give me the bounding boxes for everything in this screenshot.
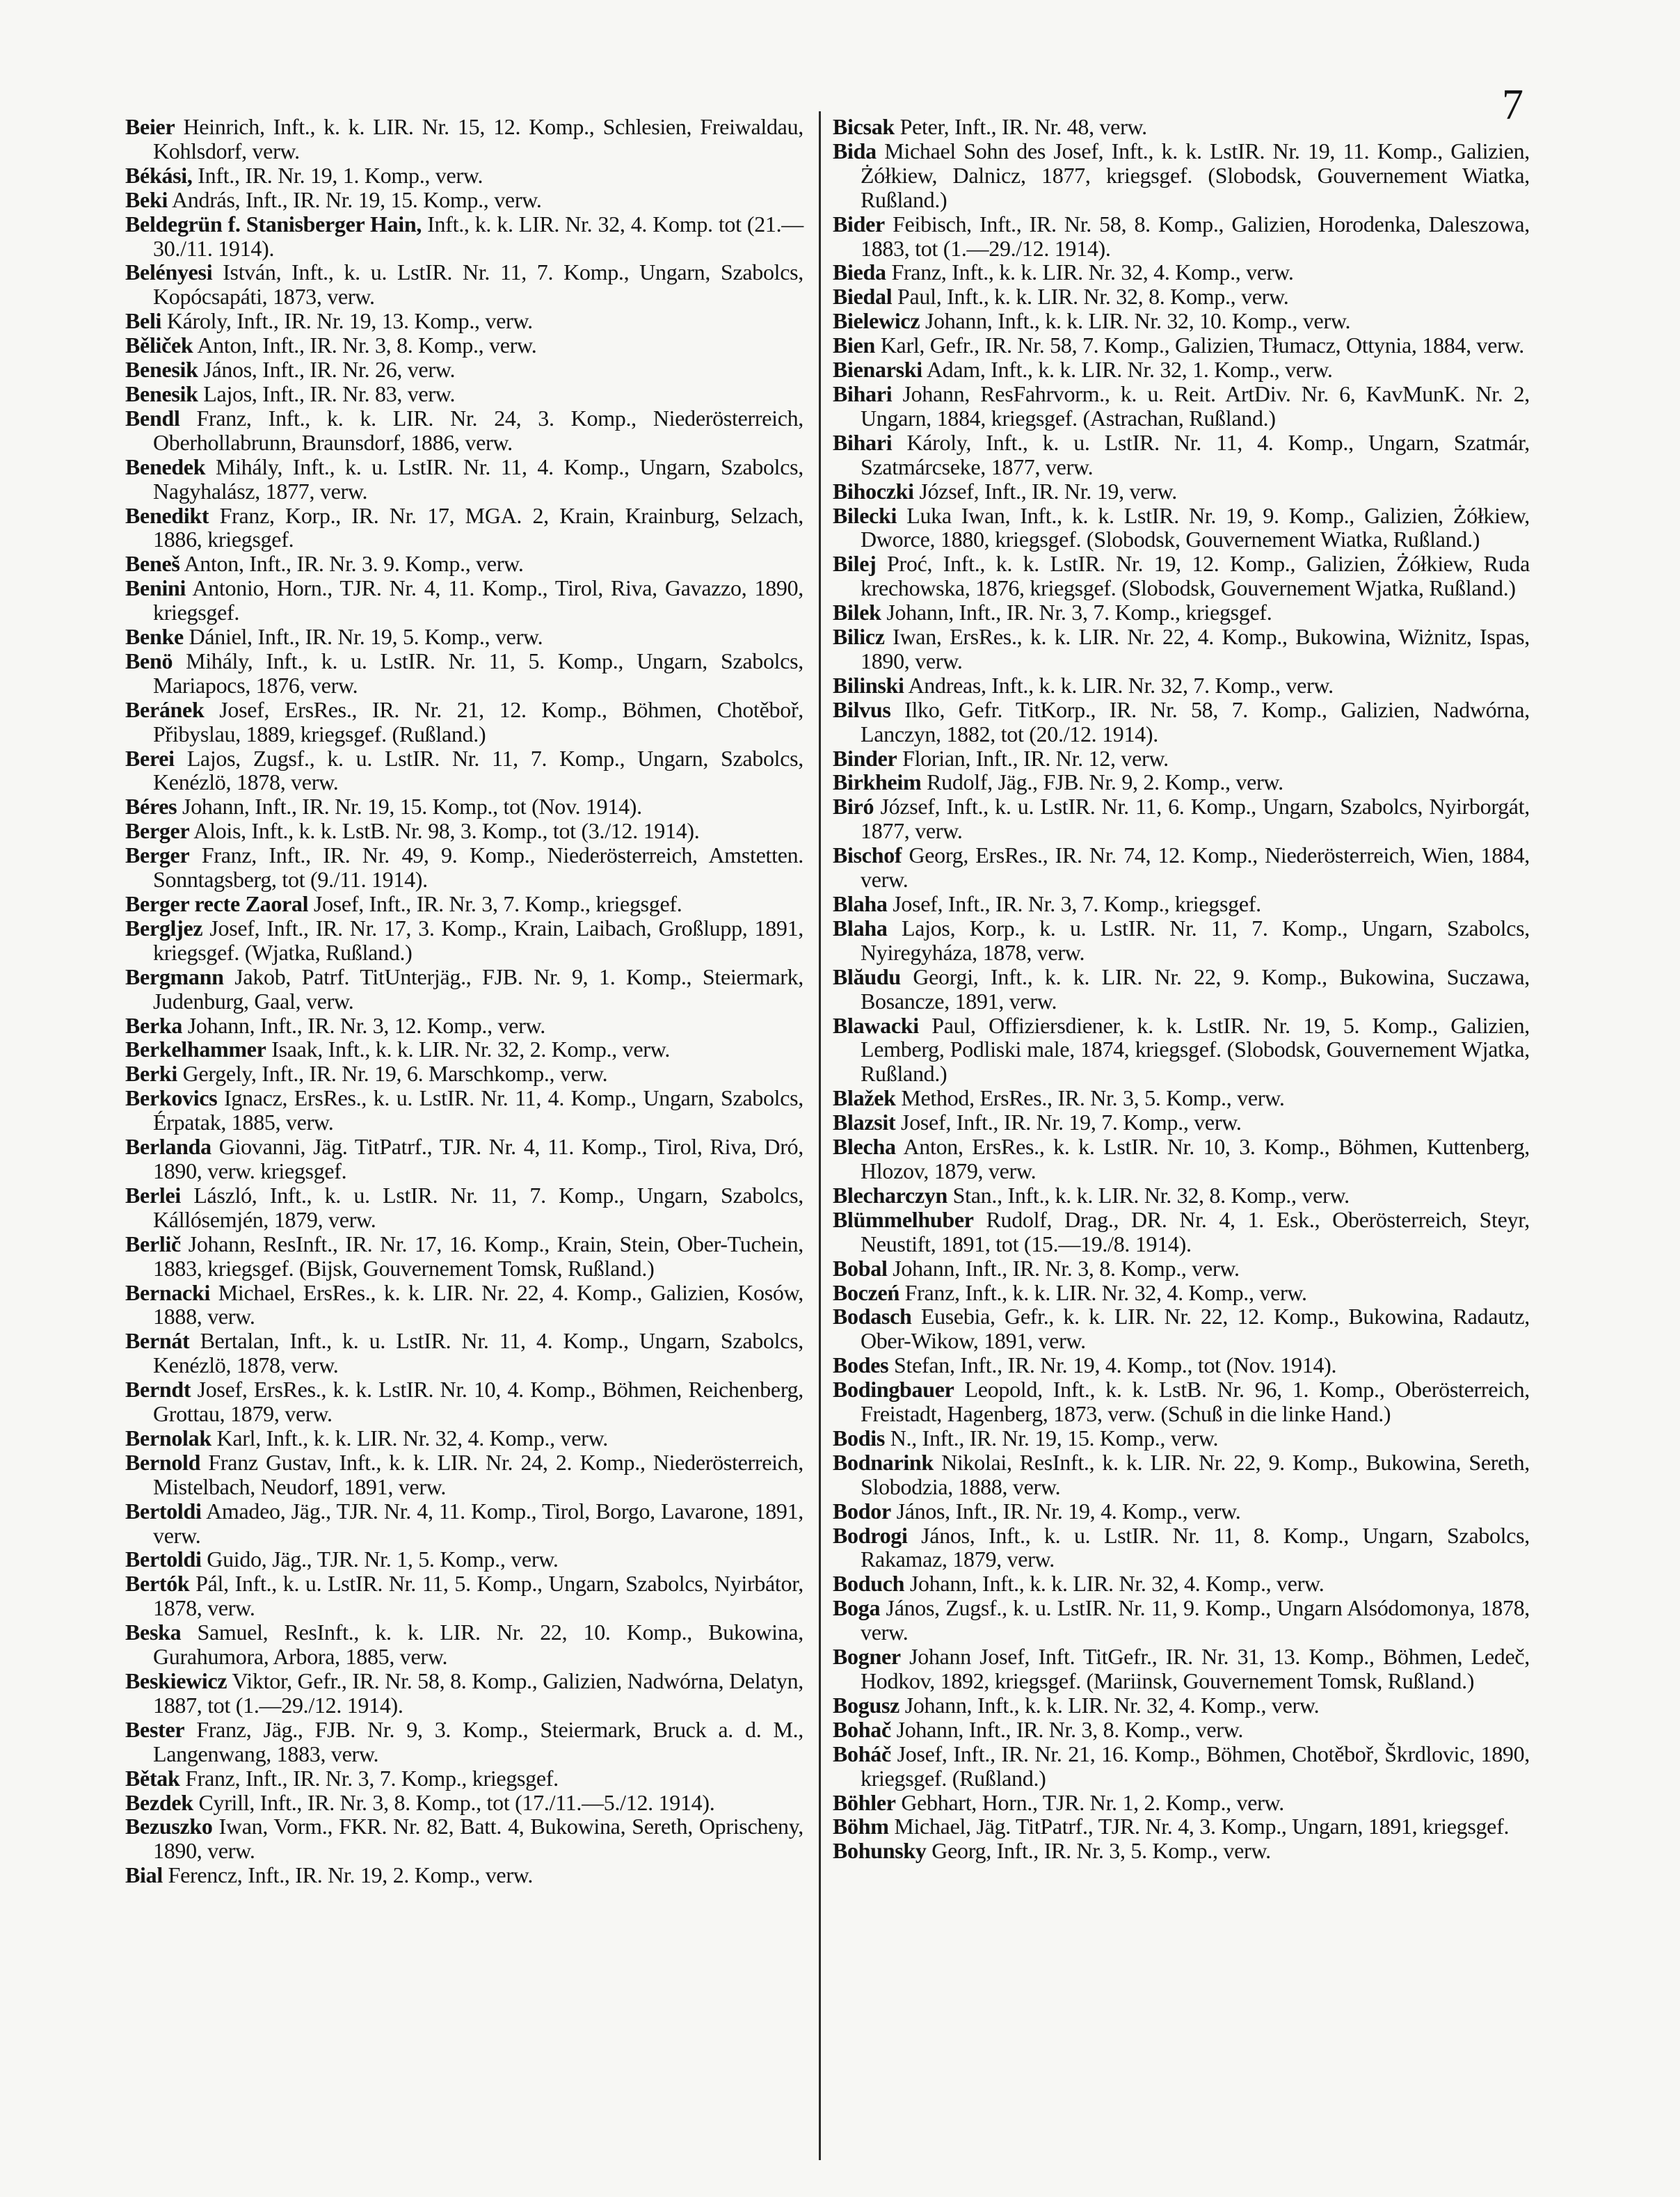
entry-details: Georg, ErsRes., IR. Nr. 74, 12. Komp., Niederösterreich, Wien, 1884, verw. bbox=[861, 842, 1530, 893]
entry-surname: Bial bbox=[125, 1862, 163, 1888]
list-item bbox=[125, 552, 803, 576]
right-column bbox=[833, 115, 1530, 1863]
entry-surname: Boczeń bbox=[833, 1279, 899, 1305]
entry-surname: Benke bbox=[125, 624, 184, 650]
entry-surname: Bihoczki bbox=[833, 478, 914, 504]
entry-surname: Bihari bbox=[833, 429, 893, 455]
entry-details: Franz, Jäg., FJB. Nr. 9, 3. Komp., Steiermark, Bruck a. d. M., Langenwang, 1883, verw. bbox=[153, 1716, 803, 1766]
entry-surname: Blaha bbox=[833, 915, 888, 941]
list-item bbox=[833, 794, 1530, 843]
list-item bbox=[125, 455, 803, 504]
entry-details: Josef, Inft., IR. Nr. 17, 3. Komp., Krain, Laibach, Großlupp, 1891, kriegsgef. (Wjatka, Rußland.) bbox=[153, 915, 804, 965]
entry-details: Johann, Inft., IR. Nr. 19, 15. Komp., tot (Nov. 1914). bbox=[182, 794, 642, 820]
list-item bbox=[833, 358, 1530, 382]
entry-details: Johann, Inft., k. k. LIR. Nr. 32, 4. Komp., verw. bbox=[904, 1692, 1320, 1718]
list-item bbox=[833, 333, 1530, 358]
list-item bbox=[833, 1572, 1530, 1596]
entry-details: N., Inft., IR. Nr. 19, 15. Komp., verw. bbox=[890, 1425, 1219, 1451]
entry-details: Franz Gustav, Inft., k. k. LIR. Nr. 24, 2. Komp., Niederösterreich, Mistelbach, Neudorf, 1891, verw. bbox=[153, 1449, 803, 1499]
left-column bbox=[125, 115, 803, 1887]
entry-surname: Boga bbox=[833, 1595, 881, 1621]
list-item bbox=[833, 1183, 1530, 1208]
entry-surname: Békási, bbox=[125, 162, 193, 188]
entry-details: István, Inft., k. u. LstIR. Nr. 11, 7. Komp., Ungarn, Szabolcs, Kopócsapáti, 1873, verw. bbox=[153, 259, 803, 310]
entry-details: Johann, Inft., IR. Nr. 3, 8. Komp., verw. bbox=[893, 1255, 1240, 1281]
list-item bbox=[125, 406, 803, 455]
entry-surname: Bergmann bbox=[125, 964, 224, 989]
list-item bbox=[125, 1620, 803, 1669]
entry-details: Franz, Inft., IR. Nr. 3, 7. Komp., kriegsgef. bbox=[185, 1765, 559, 1791]
entry-details: Feibisch, Inft., IR. Nr. 58, 8. Komp., Galizien, Horodenka, Daleszowa, 1883, tot (1.—29./12. 1914). bbox=[861, 211, 1530, 261]
list-item bbox=[125, 115, 803, 163]
entry-surname: Bernacki bbox=[125, 1279, 211, 1305]
entry-details: Peter, Inft., IR. Nr. 48, verw. bbox=[899, 114, 1147, 139]
entry-details: János, Inft., IR. Nr. 19, 4. Komp., verw. bbox=[896, 1498, 1241, 1524]
list-item bbox=[833, 1791, 1530, 1815]
entry-surname: Bodes bbox=[833, 1352, 889, 1378]
entry-surname: Benö bbox=[125, 648, 173, 673]
list-item bbox=[125, 1426, 803, 1451]
entry-surname: Berki bbox=[125, 1061, 177, 1087]
list-item bbox=[125, 212, 803, 261]
entry-details: Ignacz, ErsRes., k. u. LstIR. Nr. 11, 4. Komp., Ungarn, Szabolcs, Érpatak, 1885, verw. bbox=[153, 1085, 803, 1135]
entry-details: János, Inft., k. u. LstIR. Nr. 11, 8. Komp., Ungarn, Szabolcs, Rakamaz, 1879, verw. bbox=[861, 1522, 1530, 1572]
entry-surname: Beldegrün f. Stanisberger Hain, bbox=[125, 211, 422, 237]
list-item bbox=[833, 965, 1530, 1014]
list-item bbox=[125, 1718, 803, 1766]
entry-details: Method, ErsRes., IR. Nr. 3, 5. Komp., verw. bbox=[901, 1085, 1285, 1111]
entry-surname: Bernolak bbox=[125, 1425, 211, 1451]
entry-surname: Blaha bbox=[833, 891, 888, 916]
entry-details: Bertalan, Inft., k. u. LstIR. Nr. 11, 4. Komp., Ungarn, Szabolcs, Kenézlö, 1878, verw. bbox=[153, 1328, 803, 1378]
entry-surname: Bilicz bbox=[833, 624, 885, 650]
entry-details: Johann, Inft., IR. Nr. 3, 8. Komp., verw. bbox=[896, 1716, 1244, 1742]
entry-surname: Bielewicz bbox=[833, 308, 920, 334]
list-item bbox=[833, 1426, 1530, 1451]
entry-surname: Bogner bbox=[833, 1644, 901, 1670]
list-item bbox=[125, 1377, 803, 1426]
entry-surname: Bohunsky bbox=[833, 1838, 927, 1864]
list-item bbox=[833, 1742, 1530, 1791]
entry-details: Pál, Inft., k. u. LstIR. Nr. 11, 5. Komp., Ungarn, Szabolcs, Nyirbátor, 1878, verw. bbox=[153, 1571, 803, 1621]
entry-surname: Böhler bbox=[833, 1789, 896, 1815]
entry-surname: Bezdek bbox=[125, 1789, 193, 1815]
list-item bbox=[125, 1086, 803, 1135]
entry-surname: Binder bbox=[833, 745, 897, 771]
entry-details: Franz, Inft., k. k. LIR. Nr. 32, 4. Komp., verw. bbox=[904, 1279, 1307, 1305]
entry-surname: Bětak bbox=[125, 1765, 180, 1791]
list-item bbox=[833, 285, 1530, 309]
entry-details: Giovanni, Jäg. TitPatrf., TJR. Nr. 4, 11. Komp., Tirol, Riva, Dró, 1890, verw. kriegsgef. bbox=[153, 1134, 803, 1183]
entry-details: Rudolf, Jäg., FJB. Nr. 9, 2. Komp., verw. bbox=[927, 769, 1283, 795]
entry-details: Paul, Inft., k. k. LIR. Nr. 32, 8. Komp., verw. bbox=[897, 284, 1289, 310]
entry-details: Antonio, Horn., TJR. Nr. 4, 11. Komp., Tirol, Riva, Gavazzo, 1890, kriegsgef. bbox=[153, 575, 804, 625]
entry-details: Josef, Inft., IR. Nr. 3, 7. Komp., kriegsgef. bbox=[313, 891, 682, 916]
entry-surname: Béres bbox=[125, 794, 177, 820]
list-item bbox=[125, 1669, 803, 1718]
list-item bbox=[125, 1232, 803, 1281]
list-item bbox=[833, 309, 1530, 333]
column-divider bbox=[819, 111, 821, 2160]
entry-details: Paul, Offiziersdiener, k. k. LstIR. Nr. 19, 5. Komp., Galizien, Lemberg, Podliski male, 1874, kriegsgef. (Slobodsk, Gouvernement Wjatka, Rußland.) bbox=[861, 1012, 1530, 1087]
entry-surname: Boduch bbox=[833, 1571, 905, 1597]
entry-surname: Beránek bbox=[125, 696, 205, 722]
entry-details: Josef, Inft., IR. Nr. 3, 7. Komp., kriegsgef. bbox=[893, 891, 1261, 916]
entry-details: Mihály, Inft., k. u. LstIR. Nr. 11, 5. Komp., Ungarn, Szabolcs, Mariapocs, 1876, verw. bbox=[153, 648, 803, 698]
entry-details: Josef, Inft., IR. Nr. 19, 7. Komp., verw. bbox=[901, 1110, 1242, 1135]
entry-details: Franz, Inft., k. k. LIR. Nr. 32, 4. Komp., verw. bbox=[891, 259, 1294, 285]
page-number: 7 bbox=[1502, 81, 1523, 129]
list-item bbox=[125, 1572, 803, 1620]
list-item bbox=[833, 212, 1530, 261]
entry-details: Inft., k. k. LIR. Nr. 32, 4. Komp. tot (21.—30./11. 1914). bbox=[153, 211, 803, 261]
entry-details: Viktor, Gefr., IR. Nr. 58, 8. Komp., Galizien, Nadwórna, Delatyn, 1887, tot (1.—29./12. 1914). bbox=[153, 1668, 803, 1718]
entry-details: Isaak, Inft., k. k. LIR. Nr. 32, 2. Komp., verw. bbox=[271, 1037, 671, 1062]
entry-details: Anton, ErsRes., k. k. LstIR. Nr. 10, 3. Komp., Böhmen, Kuttenberg, Hlozov, 1879, verw. bbox=[861, 1134, 1530, 1183]
entry-surname: Berlanda bbox=[125, 1134, 211, 1160]
entry-surname: Bodis bbox=[833, 1425, 885, 1451]
entry-details: Gergely, Inft., IR. Nr. 19, 6. Marschkomp., verw. bbox=[182, 1061, 608, 1087]
entry-details: Gebhart, Horn., TJR. Nr. 1, 2. Komp., verw. bbox=[901, 1789, 1284, 1815]
entry-surname: Blažek bbox=[833, 1085, 896, 1111]
list-item bbox=[833, 746, 1530, 771]
list-item bbox=[833, 1353, 1530, 1377]
list-item bbox=[833, 1281, 1530, 1305]
entry-surname: Bihari bbox=[833, 381, 893, 406]
entry-details: László, Inft., k. u. LstIR. Nr. 11, 7. Komp., Ungarn, Szabolcs, Kállósemjén, 1879, verw. bbox=[153, 1182, 803, 1232]
entry-details: Cyrill, Inft., IR. Nr. 3, 8. Komp., tot (17./11.—5./12. 1914). bbox=[198, 1789, 715, 1815]
list-item bbox=[125, 1814, 803, 1863]
entry-details: Károly, Inft., IR. Nr. 19, 13. Komp., verw. bbox=[166, 308, 533, 334]
list-item bbox=[833, 1086, 1530, 1110]
entry-details: Lajos, Zugsf., k. u. LstIR. Nr. 11, 7. Komp., Ungarn, Szabolcs, Kenézlö, 1878, verw. bbox=[153, 745, 803, 795]
entry-details: János, Zugsf., k. u. LstIR. Nr. 11, 9. Komp., Ungarn Alsódomonya, 1878, verw. bbox=[861, 1595, 1530, 1645]
entry-surname: Berndt bbox=[125, 1377, 191, 1403]
list-item bbox=[833, 479, 1530, 504]
entry-details: Iwan, Vorm., FKR. Nr. 82, Batt. 4, Bukowina, Sereth, Oprischeny, 1890, verw. bbox=[153, 1814, 803, 1864]
entry-surname: Bilvus bbox=[833, 696, 891, 722]
list-item bbox=[125, 1037, 803, 1062]
entry-surname: Bicsak bbox=[833, 114, 895, 139]
list-item bbox=[833, 1814, 1530, 1839]
entry-surname: Benesik bbox=[125, 381, 198, 406]
list-item bbox=[125, 1014, 803, 1038]
entry-surname: Belényesi bbox=[125, 259, 213, 285]
list-item bbox=[833, 382, 1530, 431]
entry-surname: Benedikt bbox=[125, 502, 209, 528]
entry-surname: Blazsit bbox=[833, 1110, 896, 1135]
entry-details: Andreas, Inft., k. k. LIR. Nr. 32, 7. Komp., verw. bbox=[908, 672, 1334, 698]
list-item bbox=[833, 115, 1530, 139]
entry-details: Proć, Inft., k. k. LstIR. Nr. 19, 12. Komp., Galizien, Żółkiew, Ruda krechowska, 1876, kriegsgef. (Slobodsk, Gouvernement Wjatka, Rußland.) bbox=[861, 551, 1530, 601]
entry-surname: Benini bbox=[125, 575, 186, 601]
entry-surname: Bohač bbox=[833, 1716, 891, 1742]
list-item bbox=[125, 916, 803, 965]
list-item bbox=[125, 649, 803, 698]
entry-surname: Boháč bbox=[833, 1741, 891, 1766]
entry-details: Lajos, Korp., k. u. LstIR. Nr. 11, 7. Komp., Ungarn, Szabolcs, Nyiregyháza, 1878, verw. bbox=[861, 915, 1530, 965]
list-item bbox=[833, 600, 1530, 625]
entry-surname: Bilej bbox=[833, 551, 877, 577]
list-item bbox=[833, 625, 1530, 673]
list-item bbox=[833, 1451, 1530, 1499]
list-item bbox=[125, 358, 803, 382]
entry-surname: Berger bbox=[125, 842, 190, 868]
list-item bbox=[125, 1499, 803, 1548]
entry-surname: Bester bbox=[125, 1716, 185, 1742]
list-item bbox=[125, 794, 803, 819]
list-item bbox=[833, 1718, 1530, 1742]
entry-surname: Biedal bbox=[833, 284, 893, 310]
entry-surname: Bertoldi bbox=[125, 1498, 202, 1524]
entry-surname: Bertoldi bbox=[125, 1547, 202, 1572]
list-item bbox=[833, 1304, 1530, 1353]
list-item bbox=[833, 770, 1530, 794]
entry-details: János, Inft., IR. Nr. 26, verw. bbox=[203, 357, 456, 383]
list-item bbox=[125, 1863, 803, 1887]
entry-details: Johann, ResFahrvorm., k. u. Reit. ArtDiv. Nr. 6, KavMunK. Nr. 2, Ungarn, 1884, kriegsgef. (Astrachan, Rußland.) bbox=[861, 381, 1530, 431]
entry-details: Franz, Korp., IR. Nr. 17, MGA. 2, Krain, Krainburg, Selzach, 1886, kriegsgef. bbox=[153, 502, 803, 552]
entry-details: Nikolai, ResInft., k. k. LIR. Nr. 22, 9. Komp., Bukowina, Sereth, Slobodzia, 1888, verw. bbox=[861, 1449, 1530, 1499]
entry-surname: Benesik bbox=[125, 357, 198, 383]
entry-surname: Berlič bbox=[125, 1231, 181, 1256]
entry-details: Johann, Inft., k. k. LIR. Nr. 32, 10. Komp., verw. bbox=[925, 308, 1351, 334]
list-item bbox=[125, 188, 803, 212]
entry-details: Inft., IR. Nr. 19, 1. Komp., verw. bbox=[198, 162, 483, 188]
list-item bbox=[125, 819, 803, 843]
list-item bbox=[833, 1377, 1530, 1426]
list-item bbox=[833, 139, 1530, 212]
entry-details: Károly, Inft., k. u. LstIR. Nr. 11, 4. Komp., Ungarn, Szatmár, Szatmárcseke, 1877, verw. bbox=[861, 429, 1530, 479]
entry-surname: Berkovics bbox=[125, 1085, 218, 1111]
entry-surname: Berka bbox=[125, 1012, 183, 1038]
entry-details: Karl, Inft., k. k. LIR. Nr. 32, 4. Komp., verw. bbox=[216, 1425, 608, 1451]
entry-details: Dániel, Inft., IR. Nr. 19, 5. Komp., verw. bbox=[189, 624, 543, 650]
entry-details: Guido, Jäg., TJR. Nr. 1, 5. Komp., verw. bbox=[207, 1547, 559, 1572]
entry-details: Franz, Inft., k. k. LIR. Nr. 24, 3. Komp., Niederösterreich, Oberhollabrunn, Braunsdorf, 1886, verw. bbox=[153, 405, 803, 455]
list-item bbox=[833, 892, 1530, 916]
entry-details: Ilko, Gefr. TitKorp., IR. Nr. 58, 7. Komp., Galizien, Nadwórna, Lanczyn, 1882, tot (20./12. 1914). bbox=[861, 696, 1530, 746]
list-item bbox=[125, 382, 803, 406]
entry-surname: Beli bbox=[125, 308, 162, 334]
list-item bbox=[833, 1839, 1530, 1863]
entry-details: Michael, Jäg. TitPatrf., TJR. Nr. 4, 3. Komp., Ungarn, 1891, kriegsgef. bbox=[894, 1814, 1510, 1839]
entry-details: Iwan, ErsRes., k. k. LIR. Nr. 22, 4. Komp., Bukowina, Wiżnitz, Ispas, 1890, verw. bbox=[861, 624, 1530, 673]
entry-surname: Berger bbox=[125, 818, 190, 844]
entry-details: Amadeo, Jäg., TJR. Nr. 4, 11. Komp., Tirol, Borgo, Lavarone, 1891, verw. bbox=[153, 1498, 804, 1548]
list-item bbox=[833, 1110, 1530, 1135]
entry-details: Johann, Inft., IR. Nr. 3, 12. Komp., verw. bbox=[187, 1012, 545, 1038]
list-item bbox=[833, 260, 1530, 285]
entry-surname: Bodnarink bbox=[833, 1449, 934, 1475]
list-item bbox=[125, 260, 803, 309]
entry-details: Michael Sohn des Josef, Inft., k. k. LstIR. Nr. 19, 11. Komp., Galizien, Żółkiew, Dalnicz, 1877, kriegsgef. (Slobodsk, Gouvernement Wiatka, Rußland.) bbox=[861, 138, 1530, 212]
list-item bbox=[125, 1329, 803, 1377]
entry-surname: Birkheim bbox=[833, 769, 922, 795]
entry-surname: Bieda bbox=[833, 259, 886, 285]
entry-surname: Beskiewicz bbox=[125, 1668, 227, 1693]
entry-details: Josef, Inft., IR. Nr. 21, 16. Komp., Böhmen, Chotěboř, Škrdlovic, 1890, kriegsgef. (Rußland.) bbox=[861, 1741, 1530, 1791]
entry-surname: Blawacki bbox=[833, 1012, 919, 1038]
entry-details: Luka Iwan, Inft., k. k. LstIR. Nr. 19, 9. Komp., Galizien, Żółkiew, Dworce, 1880, kriegsgef. (Slobodsk, Gouvernement Wiatka, Rußland.) bbox=[861, 502, 1530, 552]
list-item bbox=[125, 1183, 803, 1232]
list-item bbox=[125, 1062, 803, 1086]
list-item bbox=[833, 673, 1530, 698]
list-item bbox=[125, 625, 803, 649]
entry-details: Georgi, Inft., k. k. LIR. Nr. 22, 9. Komp., Bukowina, Suczawa, Bosancze, 1891, verw. bbox=[861, 964, 1530, 1014]
list-item bbox=[833, 1499, 1530, 1524]
entry-details: József, Inft., IR. Nr. 19, verw. bbox=[919, 478, 1177, 504]
entry-details: Anton, Inft., IR. Nr. 3, 8. Komp., verw. bbox=[197, 333, 537, 358]
list-item bbox=[125, 333, 803, 358]
list-item bbox=[125, 843, 803, 892]
entry-surname: Beier bbox=[125, 114, 175, 139]
entry-surname: Bertók bbox=[125, 1571, 190, 1597]
list-item bbox=[125, 504, 803, 552]
list-item bbox=[833, 1693, 1530, 1718]
entry-surname: Berkelhammer bbox=[125, 1037, 266, 1062]
entry-details: Franz, Inft., IR. Nr. 49, 9. Komp., Niederösterreich, Amstetten. Sonntagsberg, tot (9./11. 1914). bbox=[153, 842, 803, 893]
list-item bbox=[833, 504, 1530, 552]
list-item bbox=[125, 1766, 803, 1791]
entry-surname: Bienarski bbox=[833, 357, 922, 383]
entry-surname: Bodrogi bbox=[833, 1522, 908, 1548]
entry-details: Samuel, ResInft., k. k. LIR. Nr. 22, 10. Komp., Bukowina, Gurahumora, Arbora, 1885, verw. bbox=[153, 1620, 803, 1670]
list-item bbox=[125, 892, 803, 916]
list-item bbox=[125, 1135, 803, 1183]
list-item bbox=[833, 1645, 1530, 1693]
list-item bbox=[833, 843, 1530, 892]
list-item bbox=[833, 916, 1530, 965]
entry-surname: Beneš bbox=[125, 551, 180, 577]
list-item bbox=[833, 431, 1530, 479]
entry-details: Leopold, Inft., k. k. LstB. Nr. 96, 1. Komp., Oberösterreich, Freistadt, Hagenberg, 1873, verw. (Schuß in die linke Hand.) bbox=[861, 1377, 1530, 1427]
entry-surname: Blăudu bbox=[833, 964, 901, 989]
entry-surname: Berlei bbox=[125, 1182, 181, 1208]
entry-surname: Blecha bbox=[833, 1134, 896, 1160]
entry-details: Johann, Inft., IR. Nr. 3, 7. Komp., kriegsgef. bbox=[886, 600, 1272, 625]
entry-details: Michael, ErsRes., k. k. LIR. Nr. 22, 4. Komp., Galizien, Kosów, 1888, verw. bbox=[153, 1279, 803, 1329]
entry-details: Eusebia, Gefr., k. k. LIR. Nr. 22, 12. Komp., Bukowina, Radautz, Ober-Wikow, 1891, verw. bbox=[861, 1304, 1530, 1354]
entry-surname: Bogusz bbox=[833, 1692, 899, 1718]
entry-details: Heinrich, Inft., k. k. LIR. Nr. 15, 12. Komp., Schlesien, Freiwaldau, Kohlsdorf, verw. bbox=[153, 114, 803, 163]
entry-details: Rudolf, Drag., DR. Nr. 4, 1. Esk., Oberösterreich, Steyr, Neustift, 1891, tot (15.—19./8. 1914). bbox=[861, 1206, 1530, 1256]
entry-surname: Berger recte Zaoral bbox=[125, 891, 309, 916]
entry-details: Stefan, Inft., IR. Nr. 19, 4. Komp., tot (Nov. 1914). bbox=[894, 1352, 1337, 1378]
entry-surname: Bezuszko bbox=[125, 1814, 213, 1839]
entry-surname: Beska bbox=[125, 1620, 182, 1645]
entry-surname: Bida bbox=[833, 138, 877, 163]
entry-surname: Blecharczyn bbox=[833, 1182, 947, 1208]
entry-details: Stan., Inft., k. k. LIR. Nr. 32, 8. Komp., verw. bbox=[952, 1182, 1350, 1208]
list-item bbox=[125, 965, 803, 1014]
entry-details: András, Inft., IR. Nr. 19, 15. Komp., verw. bbox=[171, 186, 542, 212]
list-item bbox=[125, 1791, 803, 1815]
entry-details: Jakob, Patrf. TitUnterjäg., FJB. Nr. 9, 1. Komp., Steiermark, Judenburg, Gaal, verw. bbox=[153, 964, 803, 1014]
list-item bbox=[125, 1451, 803, 1499]
entry-surname: Bien bbox=[833, 333, 876, 358]
list-item bbox=[833, 1208, 1530, 1256]
list-item bbox=[125, 698, 803, 746]
entry-details: Mihály, Inft., k. u. LstIR. Nr. 11, 4. Komp., Ungarn, Szabolcs, Nagyhalász, 1877, verw. bbox=[153, 454, 803, 504]
entry-details: Ferencz, Inft., IR. Nr. 19, 2. Komp., verw. bbox=[168, 1862, 534, 1888]
entry-surname: Biró bbox=[833, 794, 874, 820]
entry-surname: Bilinski bbox=[833, 672, 904, 698]
entry-details: Alois, Inft., k. k. LstB. Nr. 98, 3. Komp., tot (3./12. 1914). bbox=[193, 818, 700, 844]
list-item bbox=[125, 576, 803, 625]
entry-details: Karl, Gefr., IR. Nr. 58, 7. Komp., Galizien, Tłumacz, Ottynia, 1884, verw. bbox=[880, 333, 1524, 358]
entry-surname: Běliček bbox=[125, 333, 193, 358]
list-item bbox=[125, 746, 803, 795]
entry-surname: Bider bbox=[833, 211, 885, 237]
entry-surname: Berei bbox=[125, 745, 175, 771]
entry-details: Josef, ErsRes., k. k. LstIR. Nr. 10, 4. Komp., Böhmen, Reichenberg, Grottau, 1879, verw. bbox=[153, 1377, 804, 1427]
entry-surname: Bilecki bbox=[833, 502, 897, 528]
entry-details: Lajos, Inft., IR. Nr. 83, verw. bbox=[203, 381, 456, 406]
entry-surname: Bernold bbox=[125, 1449, 201, 1475]
entry-details: Anton, Inft., IR. Nr. 3. 9. Komp., verw. bbox=[184, 551, 524, 577]
list-item bbox=[833, 1256, 1530, 1281]
list-item bbox=[125, 1281, 803, 1329]
list-item bbox=[125, 163, 803, 188]
entry-surname: Bergljez bbox=[125, 915, 203, 941]
entry-surname: Bendl bbox=[125, 405, 180, 431]
entry-details: Adam, Inft., k. k. LIR. Nr. 32, 1. Komp., verw. bbox=[926, 357, 1333, 383]
entry-surname: Bodor bbox=[833, 1498, 891, 1524]
entry-surname: Bodingbauer bbox=[833, 1377, 954, 1403]
entry-surname: Bischof bbox=[833, 842, 902, 868]
entry-surname: Bodasch bbox=[833, 1304, 912, 1329]
entry-details: Georg, Inft., IR. Nr. 3, 5. Komp., verw. bbox=[931, 1838, 1271, 1864]
entry-details: Johann Josef, Inft. TitGefr., IR. Nr. 31, 13. Komp., Böhmen, Ledeč, Hodkov, 1892, kriegsgef. (Mariinsk, Gouvernement Tomsk, Rußland.) bbox=[861, 1644, 1530, 1693]
entry-surname: Bilek bbox=[833, 600, 881, 625]
entry-surname: Bernát bbox=[125, 1328, 190, 1354]
entry-details: Johann, Inft., k. k. LIR. Nr. 32, 4. Komp., verw. bbox=[909, 1571, 1325, 1597]
list-item bbox=[833, 698, 1530, 746]
entry-surname: Bobal bbox=[833, 1255, 888, 1281]
entry-details: Florian, Inft., IR. Nr. 12, verw. bbox=[902, 745, 1169, 771]
entry-details: Josef, ErsRes., IR. Nr. 21, 12. Komp., Böhmen, Chotěboř, Přibyslau, 1889, kriegsgef. (Rußland.) bbox=[153, 696, 803, 746]
list-item bbox=[125, 309, 803, 333]
entry-surname: Blümmelhuber bbox=[833, 1206, 974, 1232]
entry-surname: Benedek bbox=[125, 454, 206, 479]
entry-details: József, Inft., k. u. LstIR. Nr. 11, 6. Komp., Ungarn, Szabolcs, Nyirborgát, 1877, verw. bbox=[861, 794, 1530, 844]
list-item bbox=[833, 1014, 1530, 1087]
list-item bbox=[125, 1547, 803, 1572]
list-item bbox=[833, 552, 1530, 600]
entry-details: Johann, ResInft., IR. Nr. 17, 16. Komp., Krain, Stein, Ober-Tuchein, 1883, kriegsgef. (Bijsk, Gouvernement Tomsk, Rußland.) bbox=[153, 1231, 803, 1281]
list-item bbox=[833, 1135, 1530, 1183]
entry-surname: Beki bbox=[125, 186, 168, 212]
list-item bbox=[833, 1524, 1530, 1572]
list-item bbox=[833, 1596, 1530, 1645]
entry-surname: Böhm bbox=[833, 1814, 889, 1839]
